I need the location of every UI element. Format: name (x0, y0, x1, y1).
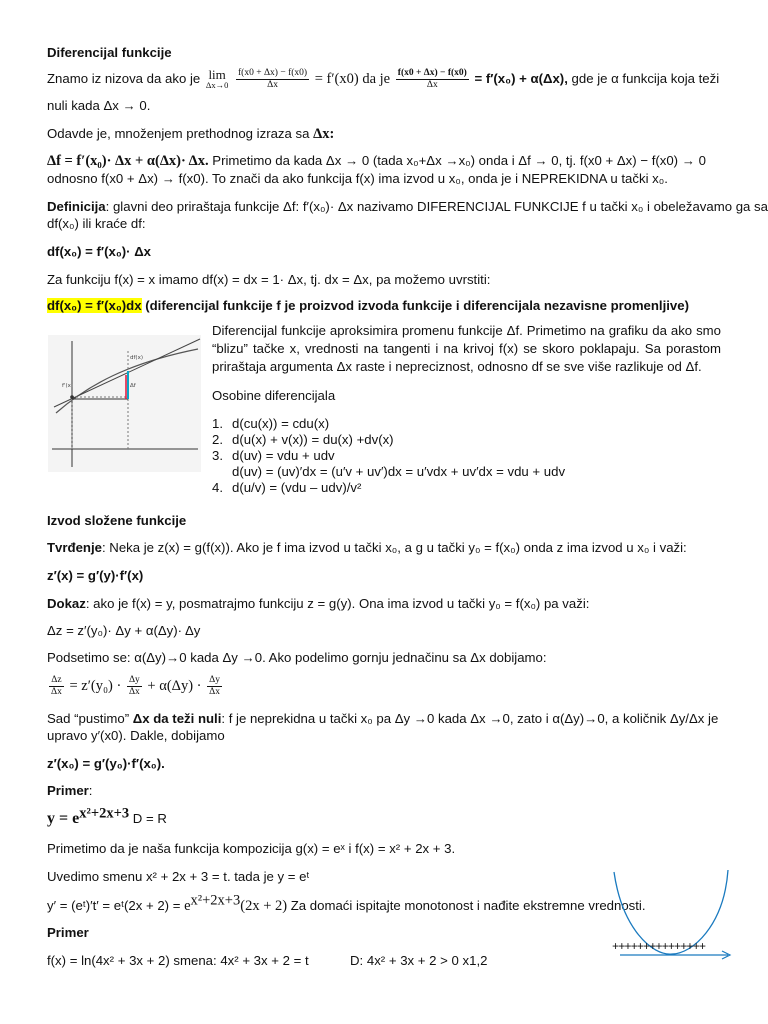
example-2-function: f(x) = ln(4x² + 3x + 2) smena: 4x² + 3x + 2 = t D: 4x² + 3x + 2 > 0 x1,2 (47, 953, 488, 968)
paragraph-limit: Znamo iz nizova da ako je lim Δx→0 $\frac{f(x0 + \Delta x) - f(x0)}{\Delta x}$ = f′(x0) da je $\frac{f(x0 + \Delta x) - f(x0)}{\Delta x}$ = f′(x₀) + α(Δx), gde je α funkcija koja teži (47, 66, 720, 90)
difference-quotient: $\frac{f(x0 + \Delta x) - f(x0)}{\Delta x}$ (238, 68, 308, 90)
paragraph-reminder: Podsetimo se: α(Δy)→0 kada Δy →0. Ako podelimo gornju jednačinu sa Δx dobijamo: (47, 650, 547, 665)
tangent-point (70, 395, 74, 399)
paragraph-multiply: Odavde je, množenjem prethodnog izraza sa Δx: (47, 126, 335, 142)
paragraph-proof: Dokaz: ako je f(x) = y, posmatrajmo funkciju z = g(y). Ona ima izvod u tački y₀ = f(x₀) pa važi: (47, 596, 590, 611)
properties-title: Osobine diferencijala (212, 388, 336, 403)
differential-definition: df(x₀) = f′(x₀)dx (diferencijal funkcije f je proizvod izvoda funkcije i diferencijala nezavisne promenljive) (47, 298, 689, 313)
section-title-2: Izvod složene funkcije (47, 513, 187, 528)
sign-plus-row: +++++++++++++++ (612, 940, 706, 954)
example-2-title: Primer (47, 925, 89, 940)
paragraph-theorem: Tvrđenje: Neka je z(x) = g(f(x)). Ako je f ima izvod u tački x₀, a g u tački y₀ = f(x₀) onda z ima izvod u x₀ i važi: (47, 540, 687, 555)
paragraph-approx: Diferencijal funkcije aproksimira promenu funkcije Δf. Primetimo na grafiku da ako smo “blizu” tačke x, vrednosti na tangenti i na krivoj f(x) se skoro poklapaju. Sa porastom priraštaja argumenta Δx raste i nepreciznost, odnosno df se sve više razlikuje od Δf. (212, 323, 721, 374)
list-item: 2. d(u(x) + v(x)) = du(x) +dv(x) (212, 432, 394, 447)
divided-equation: $\frac{\Delta z}{\Delta x}$ = z′(y₀) · $\frac{\Delta y}{\Delta x}$ + α(Δy) · $\frac{\Delta y}{\Delta x}$ (51, 675, 220, 698)
difference-quotient-2: $\frac{f(x0 + \Delta x) - f(x0)}{\Delta x}$ (397, 68, 467, 90)
derivative-result: y′ = (eᵗ)′t′ = eᵗ(2x + $2) = e^{x^2+2x+3}(2x + 2)$ Za domaći ispitajte monotonost i nađite ekstremne vrednosti. (47, 892, 646, 914)
section-title: Diferencijal funkcije (47, 45, 172, 60)
limit-expression: lim Δx→0 (205, 66, 229, 90)
paragraph-delta-f-cont: odnosno f(x0 + Δx) → f(x0). To znači da ako funkcija f(x) ima izvod u x₀, onda je i NEPREKIDNA u tački x₀. (47, 171, 668, 186)
differential-formula: df(x₀) = f′(x₀)· Δx (47, 244, 152, 259)
label-fx: f'(x) (62, 383, 73, 389)
paragraph-definition-cont: df(x₀) ili kraće df: (47, 216, 146, 231)
paragraph-definition: Definicija: glavni deo priraštaja funkcije Δf: f′(x₀)· Δx nazivamo DIFERENCIJAL FUNKCIJE f u tački x₀ i obeležavamo ga sa (47, 199, 768, 214)
list-item: d(uv) = (uv)′dx = (u′v + uv′)dx = u′vdx + uv′dx = vdu + udv (232, 464, 566, 479)
paragraph-limit-cont: nuli kada Δx → 0. (47, 98, 151, 113)
chain-rule-formula: z′(x) = g′(y)·f′(x) (47, 568, 144, 583)
label-dfx: df(x) (130, 355, 143, 361)
paragraph-identity: Za funkciju f(x) = x imamo df(x) = dx = 1· Δx, tj. dx = Δx, pa možemo uvrstiti: (47, 272, 491, 287)
graph-background (48, 335, 201, 472)
delta-z-formula: Δz = z′(y₀)· Δy + α(Δy)· Δy (47, 623, 201, 638)
list-item: 4. d(u/v) = (vdu – udv)/v² (212, 480, 362, 495)
paragraph-limit-step: Sad “pustimo” Δx da teži nuli: f je neprekidna u tački x₀ pa Δy →0 kada Δx →0, zato i α(Δy)→0, a količnik Δy/Δx je (47, 711, 719, 726)
paragraph-delta-f: Δf = f′(x₀)· Δx + α(Δx)· Δx. Primetimo da kada Δx → 0 (tada x₀+Δx →x₀) onda i Δf → 0, tj. f(x0 + Δx) − f(x0) → 0 (47, 153, 706, 169)
list-item: 3. d(uv) = vdu + udv (212, 448, 335, 463)
list-item: 1. d(cu(x)) = cdu(x) (212, 416, 330, 431)
example-1-title: Primer: (47, 783, 93, 798)
tangent-graph (48, 335, 201, 472)
label-delta-f: Δf (130, 383, 136, 389)
chain-rule-result: z′(x₀) = g′(y₀)·f′(x₀). (47, 756, 165, 771)
paragraph-composition: Primetimo da je naša funkcija kompozicija g(x) = eˣ i f(x) = x² + 2x + 3. (47, 841, 456, 856)
paragraph-limit-step-cont: upravo y′(x0). Dakle, dobijamo (47, 728, 225, 743)
paragraph-substitution: Uvedimo smenu x² + 2x + 3 = t. tada je y = eᵗ (47, 869, 310, 884)
example-1-function: $y = e^{x^2+2x+3}$ D = R (47, 805, 167, 827)
